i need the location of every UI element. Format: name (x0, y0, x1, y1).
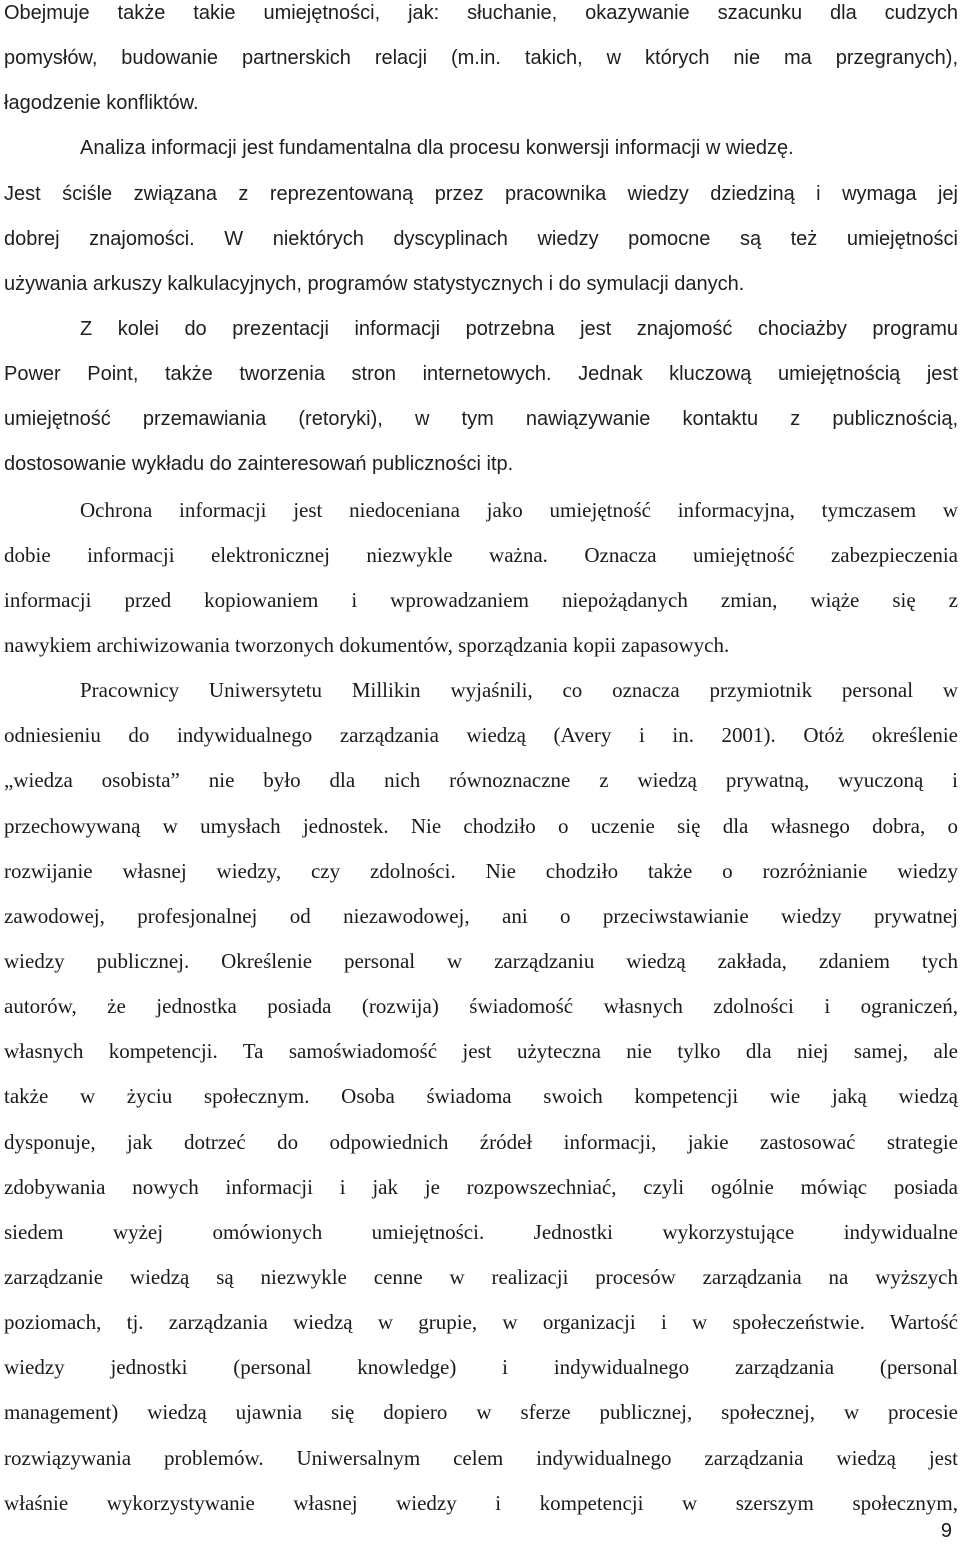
text-line: Power Point, także tworzenia stron internetowych. Jednak kluczową umiejętnością jest (4, 363, 958, 386)
text-line: management) wiedzą ujawnia się dopiero w sferze publicznej, społecznej, w procesie (4, 1400, 958, 1425)
text-line: rozwijanie własnej wiedzy, czy zdolności. Nie chodziło także o rozróżnianie wiedzy (4, 858, 958, 883)
text-line: autorów, że jednostka posiada (rozwija) świadomość własnych zdolności i ograniczeń, (4, 994, 958, 1019)
text-line: używania arkuszy kalkulacyjnych, programów statystycznych i do symulacji danych. (4, 272, 745, 295)
text-line: Jest ściśle związana z reprezentowaną przez pracownika wiedzy dziedziną i wymaga jej (4, 182, 958, 205)
text-line: zdobywania nowych informacji i jak je rozpowszechniać, czyli ogólnie mówiąc posiada (4, 1174, 958, 1199)
text-line: właśnie wykorzystywanie własnej wiedzy i kompetencji w szerszym społecznym, (4, 1490, 958, 1515)
text-line: dysponuje, jak dotrzeć do odpowiednich źródeł informacji, jakie zastosować strategie (4, 1129, 958, 1154)
text-line: Analiza informacji jest fundamentalna dla procesu konwersji informacji w wiedzę. (80, 137, 794, 160)
text-line: rozwiązywania problemów. Uniwersalnym celem indywidualnego zarządzania wiedzą jest (4, 1445, 958, 1470)
document-page (4, 0, 958, 1526)
text-line: „wiedza osobista” nie było dla nich równoznaczne z wiedzą prywatną, wyuczoną i (4, 768, 958, 793)
text-line: wiedzy publicznej. Określenie personal w zarządzaniu wiedzą zakłada, zdaniem tych (4, 948, 958, 973)
text-line: informacji przed kopiowaniem i wprowadzaniem niepożądanych zmian, wiąże się z (4, 587, 958, 612)
text-line: przechowywaną w umysłach jednostek. Nie chodziło o uczenie się dla własnego dobra, o (4, 813, 958, 838)
text-line: nawykiem archiwizowania tworzonych dokumentów, sporządzania kopii zapasowych. (4, 632, 730, 657)
text-line: dobrej znajomości. W niektórych dyscyplinach wiedzy pomocne są też umiejętności (4, 227, 958, 250)
page-number: 9 (940, 1520, 952, 1542)
text-line: łagodzenie konfliktów. (4, 92, 199, 115)
text-line: dobie informacji elektronicznej niezwykle ważna. Oznacza umiejętność zabezpieczenia (4, 542, 958, 567)
text-line: Obejmuje także takie umiejętności, jak: słuchanie, okazywanie szacunku dla cudzych (4, 2, 958, 24)
text-line: wiedzy jednostki (personal knowledge) i indywidualnego zarządzania (personal (4, 1355, 958, 1380)
text-line: siedem wyżej omówionych umiejętności. Jednostki wykorzystujące indywidualne (4, 1219, 958, 1244)
text-line: dostosowanie wykładu do zainteresowań publiczności itp. (4, 453, 514, 476)
text-line: zawodowej, profesjonalnej od niezawodowej, ani o przeciwstawianie wiedzy prywatnej (4, 903, 958, 928)
text-line: odniesieniu do indywidualnego zarządzania wiedzą (Avery i in. 2001). Otóż określenie (4, 723, 958, 748)
text-line: także w życiu społecznym. Osoba świadoma swoich kompetencji wie jaką wiedzą (4, 1084, 958, 1109)
text-line: własnych kompetencji. Ta samoświadomość jest użyteczna nie tylko dla niej samej, ale (4, 1039, 958, 1064)
text-line: poziomach, tj. zarządzania wiedzą w grupie, w organizacji i w społeczeństwie. Wartość (4, 1310, 958, 1335)
text-line: zarządzanie wiedzą są niezwykle cenne w realizacji procesów zarządzania na wyższych (4, 1264, 958, 1289)
text-line: umiejętność przemawiania (retoryki), w tym nawiązywanie kontaktu z publicznością, (4, 408, 958, 431)
text-line: pomysłów, budowanie partnerskich relacji (m.in. takich, w których nie ma przegranych), (4, 47, 958, 70)
text-line: Z kolei do prezentacji informacji potrzebna jest znajomość chociażby programu (80, 317, 958, 340)
text-line: Pracownicy Uniwersytetu Millikin wyjaśnili, co oznacza przymiotnik personal w (80, 678, 958, 703)
text-line: Ochrona informacji jest niedoceniana jako umiejętność informacyjna, tymczasem w (80, 497, 958, 522)
